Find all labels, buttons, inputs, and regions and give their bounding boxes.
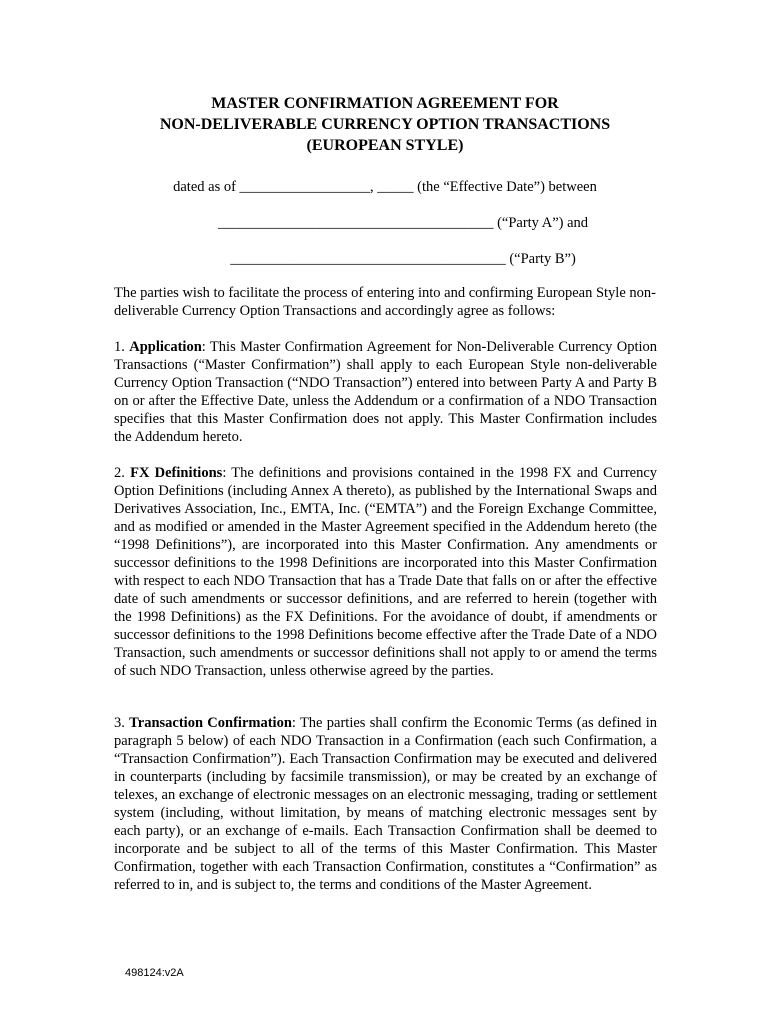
dated-line: dated as of __________________, _____ (the “Effective Date”) between [173,179,597,195]
section-number: 1. [114,339,125,355]
section-heading: Application [129,339,202,355]
section-number: 3. [114,715,125,731]
party-a-line: ______________________________________ (“Party A”) and [217,215,589,231]
title-line-2: NON-DELIVERABLE CURRENCY OPTION TRANSACTIONS [159,116,611,133]
section-text: : The definitions and provisions contained in the 1998 FX and Currency Option Definitions (including Annex A thereto), as published by the International Swaps and Derivatives Association, Inc., EMTA, Inc. (“EMTA”) and the Foreign Exchange Committee, and as modified or amended in the Master Agreement specified in the Addendum hereto (the “1998 Definitions”), are incorporated into this Master Confirmation. Any amendments or successor definitions to the 1998 Definitions are incorporated into this Master Confirmation with respect to each NDO Transaction that has a Trade Date that falls on or after the effective date of such amendments or successor definitions, and are referred to herein (together with the 1998 Definitions) as the FX Definitions. For the avoidance of doubt, if amendments or successor definitions to the 1998 Definitions become effective after the Trade Date of a NDO Transaction, such amendments or successor definitions shall not apply to or amend the terms of such NDO Transaction, unless otherwise agreed by the parties. [114,465,658,679]
document-title [0,93,770,156]
intro-paragraph: The parties wish to facilitate the process of entering into and confirming European Style non-deliverable Currency Option Transactions and accordingly agree as follows: [114,285,656,319]
section-text: : This Master Confirmation Agreement for Non-Deliverable Currency Option Transactions (“Master Confirmation”) shall apply to each European Style non-deliverable Currency Option Transaction (“NDO Transaction”) entered into between Party A and Party B on or after the Effective Date, unless the Addendum or a confirmation of a NDO Transaction specifies that this Master Confirmation does not apply. This Master Confirmation includes the Addendum hereto. [114,339,657,445]
title-line-1: MASTER CONFIRMATION AGREEMENT FOR [211,95,559,112]
document-footer-id: 498124:v2A [125,967,184,979]
section-heading: FX Definitions [130,465,223,481]
section-text: : The parties shall confirm the Economic Terms (as defined in paragraph 5 below) of each NDO Transaction in a Confirmation (each such Confirmation, a “Transaction Confirmation”). Each Transaction Confirmation may be executed and delivered in counterparts (including by facsimile transmission), or may be created by an exchange of telexes, an exchange of electronic messages on an electronic messaging, trading or settlement system (including, without limitation, by means of matching electronic messages sent by each party), or an exchange of e-mails. Each Transaction Confirmation shall be deemed to incorporate and be subject to all of the terms of this Master Confirmation. This Master Confirmation, together with each Transaction Confirmation, constitutes a “Confirmation” as referred to in, and is subject to, the terms and conditions of the Master Agreement. [114,715,657,893]
section-fx-definitions [114,464,657,680]
section-number: 2. [114,465,125,481]
party-b-line: ______________________________________ (“Party B”) [230,251,576,267]
section-application [114,338,657,446]
section-heading: Transaction Confirmation [129,715,292,731]
title-line-3: (EUROPEAN STYLE) [306,137,464,154]
section-transaction-confirmation [114,714,657,894]
